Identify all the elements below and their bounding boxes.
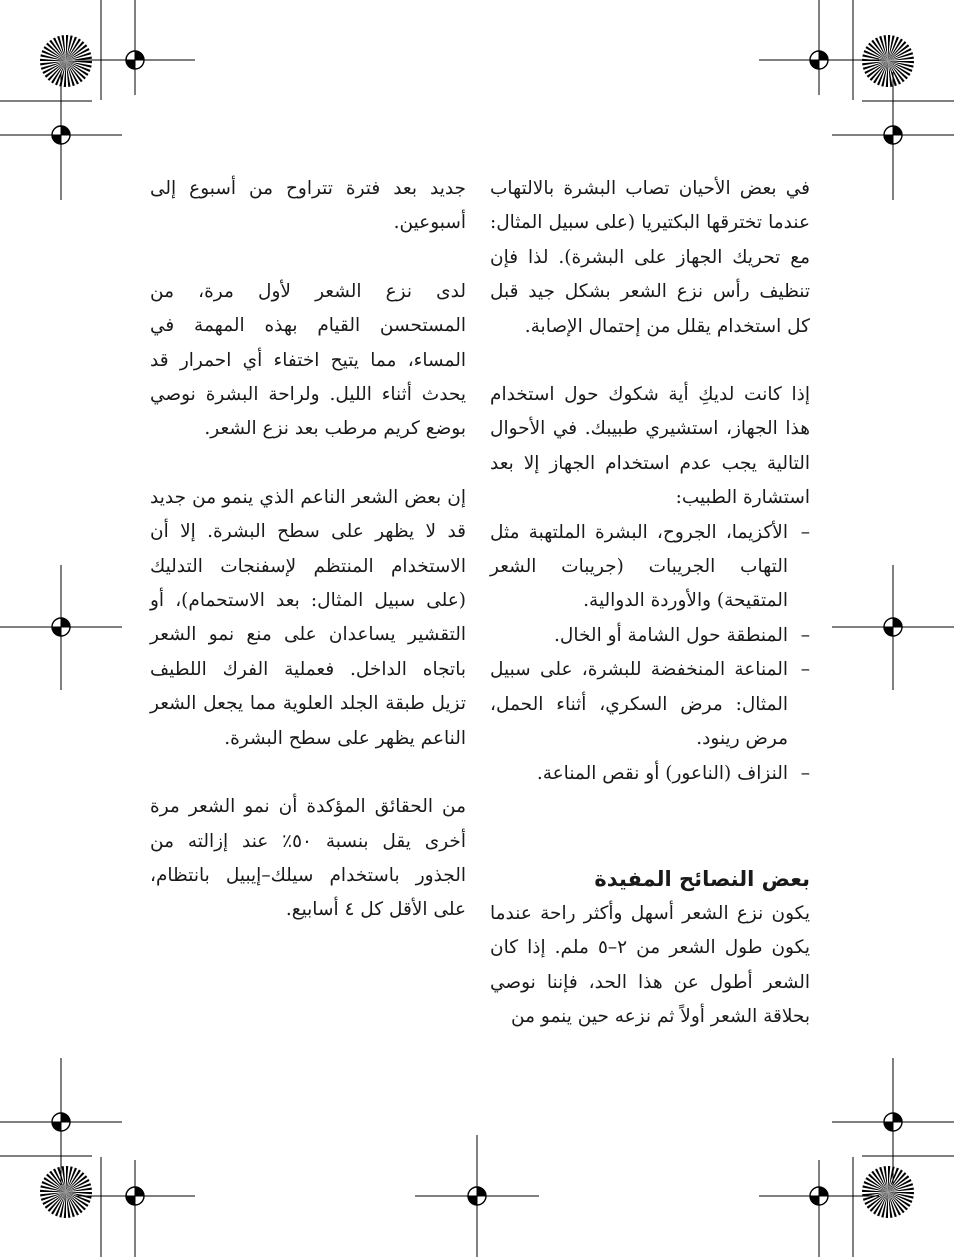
left-para-first-time: لدى نزع الشعر لأول مرة، من المستحسن القيام بهذه المهمة في المساء، مما يتيح اختفاء أي احمرار قد يحدث أثناء الليل. ولراحة البشرة نوصي بوضع كريم مرطب بعد نزع الشعر. bbox=[150, 280, 466, 440]
starburst-target-icon bbox=[38, 1164, 94, 1220]
right-para-infection: في بعض الأحيان تصاب البشرة بالالتهاب عندما تخترقها البكتيريا (على سبيل المثال: مع تحريك الجهاز على البشرة). لذا فإن تنظيف رأس نزع الشعر بشكل جيد قبل كل استخدام يقلل من إحتمال الإصابة. bbox=[490, 178, 810, 337]
registration-crosshair-icon bbox=[465, 1184, 489, 1208]
registration-crosshair-icon bbox=[49, 1110, 73, 1134]
starburst-target-icon bbox=[860, 1164, 916, 1220]
registration-crosshair-icon bbox=[49, 123, 73, 147]
left-para-continuation: جديد بعد فترة تتراوح من أسبوع إلى أسبوعين. bbox=[150, 178, 466, 234]
registration-crosshair-icon bbox=[49, 615, 73, 639]
registration-crosshair-icon bbox=[807, 48, 831, 72]
list-item: – المناعة المنخفضة للبشرة، على سبيل المثال: مرض السكري، أثناء الحمل، مرض رينود. bbox=[490, 653, 810, 756]
list-item: – الأكزيما، الجروح، البشرة الملتهبة مثل التهاب الجريبات (جريبات الشعر المتقيحة) والأوردة الدوالية. bbox=[490, 516, 810, 619]
left-para-ingrown: إن بعض الشعر الناعم الذي ينمو من جديد قد لا يظهر على سطح البشرة. إلا أن الاستخدام المنتظم لإسفنجات التدليك (على سبيل المثال: بعد الاستحمام)، أو التقشير يساعدان على منع نمو الشعر باتجاه الداخل. فعملية الفرك اللطيف تزيل طبقة الجلد العلوية مما يجعل الشعر الناعم يظهر على سطح البشرة. bbox=[150, 486, 466, 749]
registration-crosshair-icon bbox=[123, 1184, 147, 1208]
registration-crosshair-icon bbox=[881, 615, 905, 639]
registration-crosshair-icon bbox=[123, 48, 147, 72]
left-para-regrowth: من الحقائق المؤكدة أن نمو الشعر مرة أخرى يقل بنسبة ٥٠٪ عند إزالته من الجذور باستخدام سيلك–إيبيل بانتظام، على الأقل كل ٤ أسابيع. bbox=[150, 796, 466, 921]
registration-crosshair-icon bbox=[807, 1184, 831, 1208]
left-column bbox=[150, 172, 466, 928]
registration-crosshair-icon bbox=[881, 1110, 905, 1134]
section-heading: بعض النصائح المفيدة bbox=[594, 866, 810, 891]
starburst-target-icon bbox=[38, 33, 94, 89]
right-para-tips: يكون نزع الشعر أسهل وأكثر راحة عندما يكون طول الشعر من ٢–٥ ملم. إذا كان الشعر أطول عن هذا الحد، فإننا نوصي بحلاقة الشعر أولاً ثم نزعه حين ينمو من bbox=[490, 902, 810, 1028]
right-para-consult: إذا كانت لديكِ أية شكوك حول استخدام هذا الجهاز، استشيري طبيبك. في الأحوال التالية يجب عدم استخدام الجهاز إلا بعد استشارة الطبيب: bbox=[490, 384, 810, 509]
list-item: – المنطقة حول الشامة أو الخال. bbox=[490, 619, 810, 653]
right-column bbox=[490, 172, 810, 1035]
contraindications-list bbox=[490, 516, 810, 791]
starburst-target-icon bbox=[860, 33, 916, 89]
list-item: – النزاف (الناعور) أو نقص المناعة. bbox=[490, 757, 810, 791]
registration-crosshair-icon bbox=[881, 123, 905, 147]
